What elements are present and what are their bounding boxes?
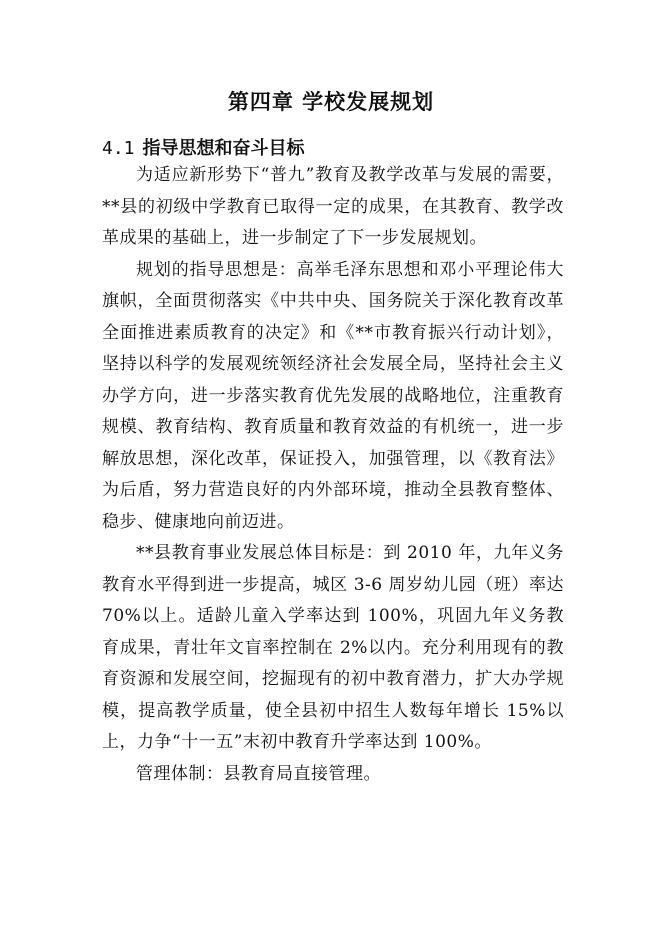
- paragraph-overall-goals: **县教育事业发展总体目标是：到 2010 年，九年义务教育水平得到进一步提高，城区 3-6 周岁幼儿园（班）率达 70%以上。适龄儿童入学率达到 100%，巩固九年义务教育成果，青壮年文盲率控制在 2%以内。充分利用现有的教育资源和发展空间，挖掘现有的初中教育潜力，扩大办学规模，提高教学质量，使全县初中招生人数每年增长 15%以上，力争“十一五”末初中教育升学率达到 100%。: [102, 543, 564, 752]
- paragraph-guiding-ideology: 规划的指导思想是：高举毛泽东思想和邓小平理论伟大旗帜，全面贯彻落实《中共中央、国务院关于深化教育改革全面推进素质教育的决定》和《**市教育振兴行动计划》，坚持以科学的发展观统领经济社会发展全局，坚持社会主义办学方向，进一步落实教育优先发展的战略地位，注重教育规模、教育结构、教育质量和教育效益的有机统一，进一步解放思想，深化改革，保证投入，加强管理，以《教育法》为后盾，努力营造良好的内外部环境，推动全县教育整体、稳步、健康地向前迈进。: [102, 259, 564, 532]
- chapter-title: 第四章 学校发展规划: [227, 90, 435, 114]
- section-title: 指导思想和奋斗目标: [142, 138, 305, 159]
- body-text: [102, 160, 564, 790]
- paragraph-intro: 为适应新形势下“普九”教育及教学改革与发展的需要，**县的初级中学教育已取得一定的成果，在其教育、教学改革成果的基础上，进一步制定了下一步发展规划。: [102, 165, 564, 248]
- paragraph-management-system: 管理体制：县教育局直接管理。: [136, 763, 381, 784]
- section-number: 4.1: [102, 138, 135, 159]
- section-heading: [102, 134, 305, 160]
